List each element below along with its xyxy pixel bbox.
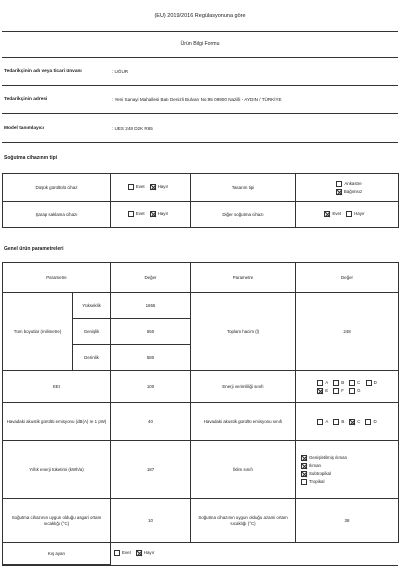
option-item [366,380,377,386]
low-noise-label: Düşük gürültülü cihaz [3,174,111,202]
general-parameters-table [2,262,399,565]
annual-energy-value: 187 [111,441,191,499]
option-label: Genişletilmiş ılıman [309,454,348,460]
checkbox-icon[interactable] [114,550,120,556]
option-item [349,419,360,425]
option-item [349,380,360,386]
checkbox-icon[interactable] [336,181,342,187]
option-label: D [373,418,377,424]
design-type-label: Tasarım tipi [191,174,296,202]
height-value: 1655 [111,293,191,319]
checkbox-icon[interactable] [317,380,323,386]
annual-energy-label: Yıllık enerji tüketimi (kWh/a) [3,441,111,499]
depth-label: Derinlik [73,345,111,371]
general-parameters-section: Genel ürün parametreleri [4,246,64,252]
model-value: : UES 248 D2K R65 [112,126,153,131]
cooling-type-table [2,173,399,228]
checked-checkbox-icon[interactable] [301,463,307,469]
noise-label: Havadaki akustik gürültü emisyonu (dB(A) re 1 pW) [3,403,111,441]
checked-checkbox-icon[interactable] [317,388,323,394]
option-label: Ilıman [309,462,321,468]
checked-checkbox-icon[interactable] [336,189,342,195]
noise-class-label: Havadaki akustik gürültü emisyonu sınıfı [191,403,296,441]
depth-value: 580 [111,345,191,371]
supplier-address-label: Tedarikçinin adresi [4,97,48,102]
min-temp-value: 10 [111,499,191,543]
min-temp-label: Soğutma cihazının uygun olduğu asgari ortam sıcaklığı (°C) [3,499,111,543]
option-item [333,388,344,394]
checked-checkbox-icon[interactable] [150,211,156,217]
energy-class-label: Enerji verimliliği sınıfı [191,371,296,403]
max-temp-label: Soğutma cihazının uygun olduğu azami ortam sıcaklığı (°C) [191,499,296,543]
checkbox-icon[interactable] [128,211,134,217]
width-label: Genişlik [73,319,111,345]
param-header: Parametre [3,263,111,293]
option-label: A [325,379,329,385]
noise-class-options [296,403,399,441]
option-item [317,380,328,386]
checkbox-icon[interactable] [349,380,355,386]
option-label: Subtropikal [309,470,331,476]
total-volume-label: Toplam hacim (l) [191,293,296,371]
winter-setting-options: Evet Hayır [111,543,399,565]
noise-value: 40 [111,403,191,441]
checkbox-icon[interactable] [365,419,371,425]
model-label: Model tanımlayıcı [4,126,44,131]
eei-value: 100 [111,371,191,403]
option-label: A [325,418,329,424]
value-header-2: Değer [296,263,399,293]
checkbox-icon[interactable] [366,380,372,386]
energy-class-options [296,371,399,403]
height-label: Yükseklik [73,293,111,319]
total-volume-value: 248 [296,293,399,371]
climate-class-options [296,441,399,499]
checked-checkbox-icon[interactable] [349,419,355,425]
wine-storage-label: Şarap saklama cihazı [3,202,111,228]
checked-checkbox-icon[interactable] [301,471,307,477]
option-label: G [357,387,361,393]
option-item [301,455,347,461]
option-item [349,388,360,394]
option-label: D [373,379,377,385]
regulation-header: (EU) 2019/2016 Regülasyonuna göre [154,13,246,19]
option-label: E [325,387,329,393]
option-item [333,380,344,386]
width-value: 550 [111,319,191,345]
max-temp-value: 38 [296,499,399,543]
eei-label: EEI [3,371,111,403]
option-item [365,419,376,425]
checkbox-icon[interactable] [301,479,307,485]
option-label: F [341,387,344,393]
cooling-type-section: Soğutma cihazının tipi [4,155,58,161]
winter-setting-label: Kış ayarı [3,543,111,565]
option-item [301,463,321,469]
checkbox-icon[interactable] [333,419,339,425]
other-appliance-label: Diğer soğutma cihazı [191,202,296,228]
value-header: Değer [111,263,191,293]
checkbox-icon[interactable] [333,388,339,394]
checked-checkbox-icon[interactable] [150,184,156,190]
checked-checkbox-icon[interactable] [324,211,330,217]
checked-checkbox-icon[interactable] [136,550,142,556]
option-label: Tropikal [309,478,325,484]
checkbox-icon[interactable] [349,388,355,394]
option-item [301,479,324,485]
param-header-2: Parametre [191,263,296,293]
supplier-address-value: : Yeni Sanayi Mahallesi Batı Denizli Bulvarı No:95 09900 Nazilli - AYDIN / TÜRKİYE [112,97,282,102]
climate-class-label: İklim sınıfı [191,441,296,499]
supplier-name-value: : UĞUR [112,69,129,74]
option-label: B [341,379,345,385]
option-label: C [357,418,361,424]
option-item [317,388,328,394]
checkbox-icon[interactable] [346,211,352,217]
supplier-name-label: Tedarikçinin adı veya ticari ünvanı [4,69,82,74]
other-appliance-options: Evet Hayır [296,202,399,228]
checkbox-icon[interactable] [128,184,134,190]
wine-storage-options: Evet Hayır [111,202,191,228]
dimensions-label: Tüm boyutlar (milimetre) [3,293,73,371]
option-item [317,419,328,425]
design-type-options: Ankastre Bağımsız [296,174,399,202]
checkbox-icon[interactable] [333,380,339,386]
option-label: C [357,379,361,385]
option-item [301,471,331,477]
option-item [333,419,344,425]
checkbox-icon[interactable] [317,419,323,425]
form-title: Ürün Bilgi Formu [180,41,220,47]
option-label: B [341,418,345,424]
checked-checkbox-icon[interactable] [301,455,307,461]
low-noise-options: Evet Hayır [111,174,191,202]
